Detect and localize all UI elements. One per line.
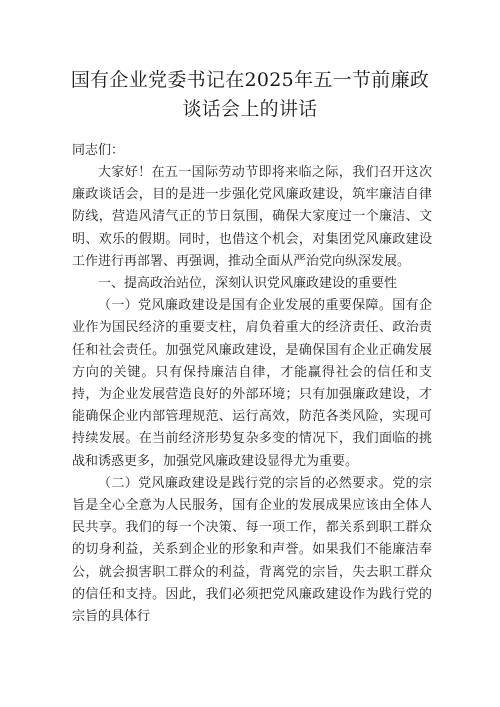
greeting: 同志们： xyxy=(72,143,125,158)
section-heading-1: 一、提高政治站位，深刻认识党风廉政建设的重要性 xyxy=(98,276,398,292)
document-body xyxy=(72,162,432,628)
paragraph-intro: 大家好！在五一国际劳动节即将来临之际，我们召开这次廉政谈话会，目的是进一步强化党风廉政建设，筑牢廉洁自律防线，营造风清气正的节日氛围，确保大家度过一个廉洁、文明、欢乐的假期。同时，也借这个机会，对集团党风廉政建设工作进行再部署、再强调，推动全面从严治党向纵深发展。 xyxy=(72,165,432,269)
document-title-line-2: 谈话会上的讲话 xyxy=(182,98,318,120)
document-title-line-1: 国有企业党委书记在2025年五一节前廉政 xyxy=(70,69,430,91)
paragraph-1-1: （一）党风廉政建设是国有企业发展的重要保障。国有企业作为国民经济的重要支柱，肩负着重大的经济责任、政治责任和社会责任。加强党风廉政建设，是确保国有企业正确发展方向的关键。只有保持廉洁自律，才能赢得社会的信任和支持，为企业发展营造良好的外部环境；只有加强廉政建设，才能确保企业内部管理规范、运行高效，防范各类风险，实现可持续发展。在当前经济形势复杂多变的情况下，我们面临的挑战和诱惑更多，加强党风廉政建设显得尤为重要。 xyxy=(72,298,432,469)
paragraph-1-2: （二）党风廉政建设是践行党的宗旨的必然要求。党的宗旨是全心全意为人民服务，国有企业的发展成果应该由全体人民共享。我们的每一个决策、每一项工作，都关系到职工群众的切身利益，关系到企业的形象和声誉。如果我们不能廉洁奉公，就会损害职工群众的利益，背离党的宗旨，失去职工群众的信任和支持。因此，我们必须把党风廉政建设作为践行党的宗旨的具体行 xyxy=(72,475,432,625)
